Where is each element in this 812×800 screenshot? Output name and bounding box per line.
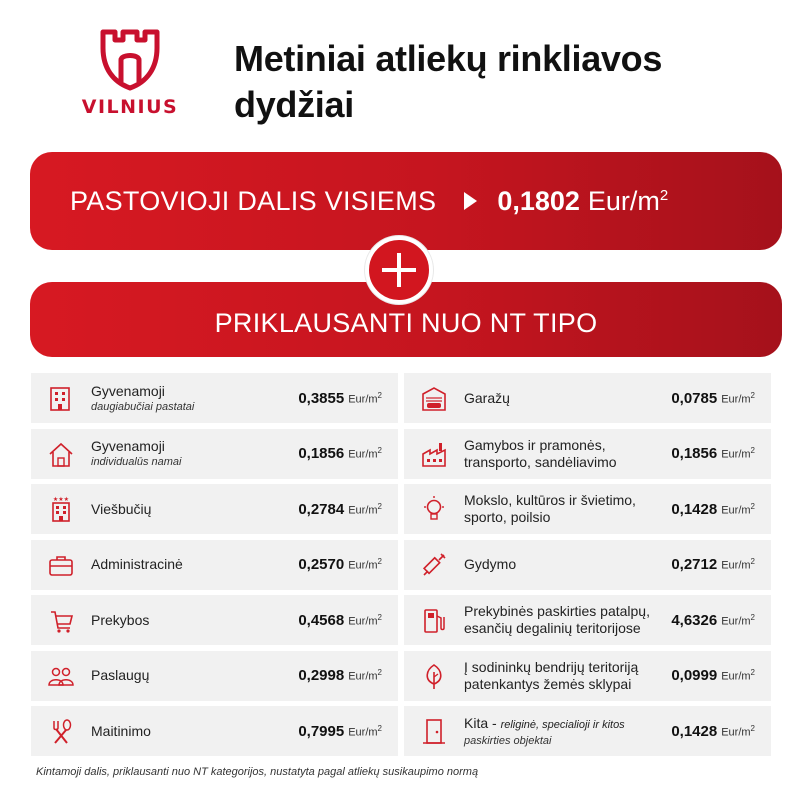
title-line-2: dydžiai (234, 84, 354, 125)
rate-unit-text: Eur/m (348, 448, 378, 461)
rate-category (464, 715, 671, 748)
rate-category-name: Į sodininkų bendrijų teritoriją (464, 658, 639, 675)
rate-category (91, 612, 298, 629)
tree-icon (404, 662, 464, 690)
rate-unit (348, 668, 382, 683)
rate-value: 0,0785 (671, 389, 718, 407)
rate-category-name: Mokslo, kultūros ir švietimo, (464, 492, 636, 508)
arrow-right-icon (464, 192, 477, 210)
rate-row (31, 706, 398, 756)
rate-value: 0,7995 (298, 722, 345, 740)
syringe-icon (404, 551, 464, 579)
apartment-building-icon (31, 384, 91, 412)
hotel-icon (31, 495, 91, 523)
rate-category-name: Gydymo (464, 556, 517, 572)
door-icon (404, 717, 464, 745)
rate-row (404, 540, 771, 590)
rate-category-name-line2: patenkantys žemės sklypai (464, 675, 632, 692)
rate-unit (348, 613, 382, 628)
dependent-part-label: PRIKLAUSANTI NUO NT TIPO (214, 308, 598, 338)
rate-value: 0,2712 (671, 556, 718, 573)
rate-unit (348, 557, 382, 572)
rate-unit-sup: 2 (750, 612, 755, 622)
rate-row (31, 429, 398, 479)
rate-value: 0,1856 (298, 445, 345, 462)
briefcase-icon (31, 551, 91, 579)
people-icon (31, 662, 91, 690)
rate-unit-sup: 2 (750, 723, 755, 733)
rate-category (464, 390, 671, 407)
rate-row (404, 429, 771, 479)
rate-category-name: Gamybos ir pramonės, (464, 436, 606, 453)
rate-category-subtitle: daugiabučiai pastatai (91, 400, 195, 413)
rate-category (464, 659, 671, 693)
fixed-part-value: 0,1802 (497, 185, 580, 216)
rate-unit-sup: 2 (750, 390, 755, 400)
rate-unit-text: Eur/m (348, 615, 378, 628)
rate-category-name: Garažų (464, 389, 510, 406)
rate-category (464, 437, 671, 471)
rate-category-italic: religinė, specialioji ir kitos (500, 718, 625, 731)
rate-category-name: Prekybos (91, 611, 150, 628)
rate-unit (721, 613, 755, 628)
fuel-pump-icon (404, 606, 464, 634)
fixed-part-label: PASTOVIOJI DALIS VISIEMS (70, 185, 437, 216)
rate-unit (348, 724, 382, 739)
rate-category-name: Kita - (464, 714, 501, 731)
rate-unit-sup: 2 (377, 557, 382, 567)
rate-unit-text: Eur/m (348, 670, 378, 683)
vilnius-logo (80, 26, 180, 132)
rate-unit (348, 391, 382, 406)
rate-row (31, 595, 398, 645)
rate-category (91, 501, 298, 518)
rate-row (31, 540, 398, 590)
garage-icon (404, 384, 464, 412)
rate-unit-text: Eur/m (348, 726, 378, 739)
rate-category (464, 603, 671, 637)
rate-value: 0,2784 (298, 500, 345, 518)
rate-value: 0,2998 (298, 667, 345, 684)
rate-unit-sup: 2 (377, 668, 382, 678)
rate-unit (721, 557, 755, 572)
rate-unit-sup: 2 (377, 612, 382, 622)
cutlery-icon (31, 717, 91, 745)
rate-unit-text: Eur/m (721, 670, 751, 683)
rate-value: 0,2570 (298, 556, 345, 573)
rate-category-name: Gyvenamoji (91, 382, 165, 399)
rate-unit (721, 391, 755, 406)
rate-value: 4,6326 (671, 611, 718, 629)
rate-unit (721, 446, 755, 461)
rate-unit-sup: 2 (750, 446, 755, 456)
rate-category (91, 438, 298, 469)
plus-icon (365, 236, 433, 304)
logo-text: VILNIUS (81, 96, 179, 118)
rate-category-name-line2: esančių degalinių teritorijose (464, 620, 641, 636)
rate-category-subtitle: individualūs namai (91, 456, 182, 468)
rate-unit-sup: 2 (750, 668, 755, 678)
rate-category-name: Paslaugų (91, 667, 150, 683)
rate-category-name: Gyvenamoji (91, 438, 165, 454)
rate-unit-text: Eur/m (721, 559, 751, 572)
rate-unit-text: Eur/m (721, 504, 751, 517)
rate-unit-text: Eur/m (721, 726, 751, 739)
castle-tower-icon (97, 26, 163, 92)
rate-row (31, 484, 398, 534)
rate-unit (348, 446, 382, 461)
rate-category (91, 723, 298, 740)
rate-row (31, 373, 398, 423)
rate-unit-text: Eur/m (348, 504, 378, 517)
rate-row (404, 651, 771, 701)
fixed-part-unit (588, 186, 668, 217)
rate-unit-sup: 2 (377, 390, 382, 400)
rate-category (91, 667, 298, 684)
rate-category (464, 556, 671, 573)
rate-category-name-line2: sporto, poilsio (464, 509, 551, 525)
rate-row (404, 484, 771, 534)
rate-unit (721, 724, 755, 739)
rate-category (91, 383, 298, 414)
rate-unit-text: Eur/m (721, 448, 751, 461)
rate-unit-sup: 2 (750, 557, 755, 567)
rate-category (91, 556, 298, 573)
rate-unit-sup: 2 (377, 446, 382, 456)
rate-category-name-line2: transporto, sandėliavimo (464, 453, 617, 470)
rate-category-subtitle: paskirties objektai (464, 734, 552, 747)
fixed-part-banner (30, 152, 782, 250)
factory-icon (404, 440, 464, 468)
rate-category-name: Viešbučių (91, 500, 152, 517)
rate-unit-text: Eur/m (721, 615, 751, 628)
shopping-basket-icon (31, 606, 91, 634)
rate-unit (721, 668, 755, 683)
rate-value: 0,4568 (298, 611, 345, 629)
title-line-1: Metiniai atliekų rinkliavos (234, 38, 663, 79)
rate-row (404, 595, 771, 645)
house-icon (31, 440, 91, 468)
rate-row (404, 706, 771, 756)
rate-value: 0,1428 (671, 500, 718, 518)
rate-row (31, 651, 398, 701)
rate-value: 0,1856 (671, 445, 718, 462)
rate-category (464, 492, 671, 526)
fixed-unit-text: Eur/m (587, 185, 660, 216)
rate-unit-sup: 2 (377, 723, 382, 733)
rate-value: 0,3855 (298, 389, 345, 407)
rate-unit (721, 502, 755, 517)
rate-unit-text: Eur/m (721, 393, 751, 406)
rate-category-name: Maitinimo (91, 722, 151, 739)
rate-row (404, 373, 771, 423)
svg-text:★★★: ★★★ (52, 497, 70, 503)
rate-unit-text: Eur/m (348, 559, 378, 572)
page-title (234, 36, 774, 128)
rate-value: 0,0999 (671, 667, 718, 684)
footnote: Kintamoji dalis, priklausanti nuo NT kategorijos, nustatyta pagal atliekų susikaupimo normą (36, 766, 479, 778)
fixed-unit-sup: 2 (659, 186, 669, 204)
rate-unit-sup: 2 (377, 501, 382, 511)
rate-unit-text: Eur/m (348, 393, 378, 406)
rate-unit-sup: 2 (750, 501, 755, 511)
rate-category-name: Prekybinės paskirties patalpų, (464, 603, 650, 619)
rate-unit (348, 502, 382, 517)
rate-value: 0,1428 (671, 722, 718, 740)
rate-category-name: Administracinė (91, 556, 183, 572)
lightbulb-icon (404, 495, 464, 523)
